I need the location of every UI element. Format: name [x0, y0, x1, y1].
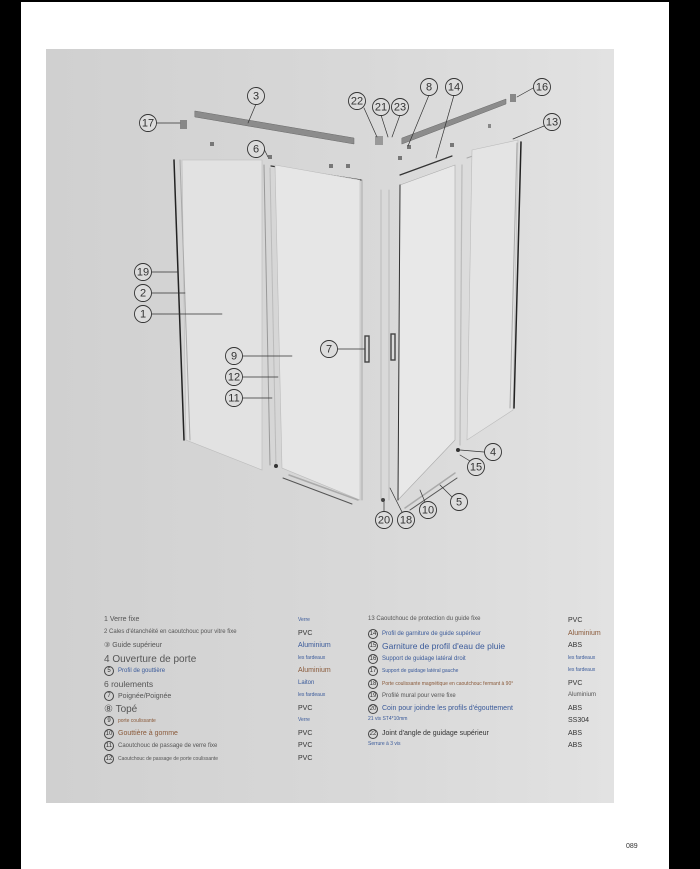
part-material: Aluminium — [298, 667, 331, 674]
part-material: les fardeaux — [298, 692, 326, 698]
part-number-circle: 14 — [369, 630, 377, 637]
part-label: Serrure à 3 vis — [368, 741, 401, 747]
svg-text:1: 1 — [139, 308, 147, 321]
part-row — [104, 629, 237, 635]
svg-text:15: 15 — [469, 461, 483, 474]
svg-text:22: 22 — [350, 95, 364, 108]
callout-2 — [135, 285, 152, 302]
handle-left-icon — [365, 336, 369, 362]
svg-text:3: 3 — [252, 90, 260, 103]
part-material: PVC — [568, 679, 583, 687]
svg-text:6: 6 — [252, 143, 260, 156]
corner-joint-icon — [375, 136, 383, 145]
callout-20 — [376, 512, 393, 529]
callout-3 — [248, 88, 265, 105]
svg-text:12: 12 — [227, 371, 241, 384]
part-label: Support de guidage latéral droit — [382, 655, 466, 662]
top-guide-right-icon — [402, 99, 506, 144]
part-label: 1 Verre fixe — [104, 616, 140, 623]
part-row — [104, 679, 153, 689]
svg-text:2: 2 — [139, 287, 147, 300]
part-material: Aluminium — [568, 692, 597, 698]
callout-18 — [398, 512, 415, 529]
callout-23 — [392, 99, 409, 116]
part-material: les fardeaux — [568, 667, 596, 673]
part-label: 4 Ouverture de porte — [104, 653, 197, 665]
part-label: 13 Caoutchouc de protection du guide fixe — [368, 616, 481, 622]
part-label: 2 Cales d'étanchéité en caoutchouc pour vitre fixe — [104, 628, 237, 635]
part-material: Verre — [298, 717, 310, 723]
part-row — [368, 704, 513, 714]
part-label: ③ Guide supérieur — [104, 642, 163, 649]
part-row — [368, 691, 456, 701]
part-label: Profil de garniture de guide supérieur — [382, 630, 481, 637]
part-label: Garniture de profil d'eau de pluie — [382, 641, 506, 651]
part-material: PVC — [298, 629, 313, 637]
callout-4 — [485, 444, 502, 461]
callout-21 — [373, 99, 390, 116]
svg-text:17: 17 — [141, 117, 155, 130]
part-material: les fardeaux — [298, 654, 326, 661]
handle-right-icon — [391, 334, 395, 360]
part-material: ABS — [568, 742, 583, 749]
part-row — [104, 616, 139, 623]
part-row — [368, 654, 466, 664]
svg-text:13: 13 — [545, 116, 559, 129]
part-label: 6 roulements — [104, 678, 154, 689]
callout-15 — [468, 459, 485, 476]
part-row — [368, 729, 489, 739]
part-material: PVC — [298, 729, 313, 737]
part-material: ABS — [568, 642, 583, 649]
part-row — [104, 741, 217, 751]
part-row — [104, 754, 218, 764]
part-number-circle: 19 — [369, 693, 377, 699]
part-row — [104, 654, 196, 665]
part-label: 21 vis ST4*10mm — [368, 716, 408, 722]
callout-9 — [226, 348, 243, 365]
svg-text:11: 11 — [228, 392, 240, 405]
bracket-17-icon — [180, 120, 187, 129]
part-label: Gouttière à gomme — [118, 730, 178, 737]
svg-text:20: 20 — [377, 514, 391, 527]
callout-6 — [248, 141, 265, 158]
callout-22 — [349, 93, 366, 110]
svg-text:9: 9 — [230, 350, 238, 363]
part-row — [104, 729, 178, 739]
part-material: Verre — [298, 617, 310, 623]
part-material: SS304 — [568, 717, 590, 724]
part-number-circle: 16 — [369, 655, 377, 662]
part-label: Poignée/Poignée — [118, 692, 172, 700]
part-label: Caoutchouc de passage de porte coulissante — [118, 755, 219, 762]
part-material: PVC — [298, 754, 313, 762]
svg-text:18: 18 — [399, 514, 413, 527]
part-row — [368, 716, 407, 722]
part-label: Profil de gouttière — [118, 668, 166, 674]
callout-17 — [140, 115, 157, 132]
part-material: Laiton — [298, 679, 315, 686]
svg-text:10: 10 — [421, 504, 435, 517]
callout-10 — [420, 502, 437, 519]
part-number-circle: 22 — [369, 730, 377, 737]
part-material: PVC — [568, 617, 583, 624]
part-row — [104, 641, 162, 649]
part-row — [104, 691, 171, 701]
part-label: Joint d'angle de guidage supérieur — [382, 730, 489, 737]
svg-text:19: 19 — [136, 266, 150, 279]
part-material: ABS — [568, 729, 583, 737]
svg-text:8: 8 — [425, 81, 433, 94]
svg-text:7: 7 — [325, 343, 333, 356]
callout-1 — [135, 306, 152, 323]
part-number-circle: 5 — [104, 666, 114, 676]
part-label: Porte coulissante magnétique en caoutchouc fermant à 90° — [382, 680, 514, 687]
part-row — [104, 704, 137, 715]
part-label: Support de guidage latéral gauche — [382, 668, 459, 674]
callout-5 — [451, 494, 468, 511]
callout-11 — [226, 390, 243, 407]
part-row — [368, 616, 480, 622]
part-label: Coin pour joindre les profils d'égouttement — [382, 705, 513, 712]
part-number-circle: 20 — [369, 705, 377, 712]
part-row — [368, 629, 481, 639]
part-row — [368, 641, 505, 651]
svg-text:4: 4 — [489, 446, 497, 459]
part-number-circle: 17 — [369, 668, 377, 674]
part-row — [104, 716, 156, 726]
part-number-circle: 11 — [105, 743, 113, 749]
callout-12 — [226, 369, 243, 386]
svg-text:23: 23 — [393, 101, 407, 114]
part-material: Aluminium — [568, 629, 601, 637]
svg-text:16: 16 — [535, 81, 549, 94]
part-row — [368, 679, 513, 689]
top-guide-left-icon — [195, 111, 354, 144]
part-material: ABS — [568, 704, 583, 712]
part-row — [368, 666, 458, 676]
bracket-16-icon — [510, 94, 516, 102]
part-number-circle: 12 — [105, 755, 113, 762]
part-material: PVC — [298, 704, 313, 712]
part-material: PVC — [298, 742, 313, 749]
callout-7 — [321, 341, 338, 358]
part-label: porte coulissante — [118, 718, 156, 724]
part-number-circle: 15 — [369, 643, 377, 649]
svg-text:14: 14 — [447, 81, 461, 94]
callout-19 — [135, 264, 152, 281]
part-number-circle: 9 — [104, 716, 114, 726]
part-label: Caoutchouc de passage de verre fixe — [118, 743, 218, 749]
part-number-circle: 18 — [369, 680, 377, 687]
callout-13 — [544, 114, 561, 131]
svg-text:21: 21 — [374, 101, 388, 114]
part-number-circle: 10 — [105, 730, 113, 737]
page-number: 089 — [626, 843, 638, 850]
part-material: Aluminium — [298, 642, 331, 649]
callout-16 — [534, 79, 551, 96]
callout-14 — [446, 79, 463, 96]
part-number-circle: 7 — [104, 691, 114, 701]
part-material: les fardeaux — [568, 654, 596, 661]
callout-8 — [421, 79, 438, 96]
part-label: Profilé mural pour verre fixe — [382, 693, 456, 699]
part-row — [368, 741, 401, 747]
part-label: ⑧ Topé — [104, 703, 138, 715]
svg-text:5: 5 — [455, 496, 463, 509]
part-row — [104, 666, 165, 676]
